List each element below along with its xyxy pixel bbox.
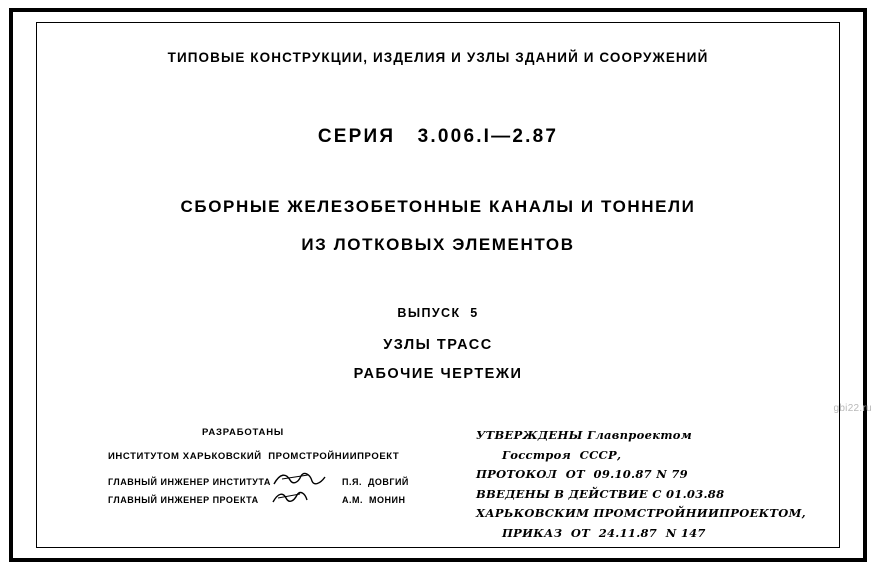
signature-row-chief-engineer-project <box>108 491 438 505</box>
issue-number: ВЫПУСК 5 <box>397 306 479 320</box>
page-content <box>36 22 840 548</box>
developers-heading: РАЗРАБОТАНЫ <box>202 427 284 438</box>
approval-line-5: ХАРЬКОВСКИМ ПРОМСТРОЙНИИПРОЕКТОМ, <box>476 506 806 520</box>
handwritten-signature-icon <box>270 489 340 505</box>
series-number: СЕРИЯ 3.006.I—2.87 <box>317 126 559 147</box>
document-title-line-1: СБОРНЫЕ ЖЕЛЕЗОБЕТОННЫЕ КАНАЛЫ И ТОННЕЛИ <box>180 197 696 216</box>
approval-block <box>476 426 806 543</box>
signature-scribble-1 <box>268 473 342 487</box>
approval-line-4: ВВЕДЕНЫ В ДЕЙСТВИЕ С 01.03.88 <box>476 486 725 501</box>
document-headline: ТИПОВЫЕ КОНСТРУКЦИИ, ИЗДЕЛИЯ И УЗЛЫ ЗДАНИЙ И СООРУЖЕНИЙ <box>167 50 709 65</box>
handwritten-signature-icon <box>270 471 340 487</box>
document-subtitle-1: УЗЛЫ ТРАСС <box>383 337 493 353</box>
role-label-chief-engineer-institute: ГЛАВНЫЙ ИНЖЕНЕР ИНСТИТУТА <box>108 477 271 487</box>
approval-line-1: УТВЕРЖДЕНЫ Главпроектом <box>476 428 692 442</box>
approval-line-2: Госстроя СССР, <box>502 447 622 462</box>
document-title-line-2: ИЗ ЛОТКОВЫХ ЭЛЕМЕНТОВ <box>301 235 575 254</box>
name-chief-engineer-institute: П.Я. ДОВГИЙ <box>342 477 409 487</box>
signature-scribble-2 <box>268 491 342 505</box>
developers-block <box>108 427 438 509</box>
watermark: gbi22.ru <box>833 403 872 414</box>
approval-line-3: ПРОТОКОЛ ОТ 09.10.87 N 79 <box>476 467 688 481</box>
approval-line-6: ПРИКАЗ ОТ 24.11.87 N 147 <box>502 525 706 540</box>
developers-institute: ИНСТИТУТОМ ХАРЬКОВСКИЙ ПРОМСТРОЙНИИПРОЕКТ <box>108 451 400 462</box>
role-label-chief-engineer-project: ГЛАВНЫЙ ИНЖЕНЕР ПРОЕКТА <box>108 495 259 505</box>
document-subtitle-2: РАБОЧИЕ ЧЕРТЕЖИ <box>353 366 523 382</box>
name-chief-engineer-project: А.М. МОНИН <box>342 495 406 505</box>
signature-row-chief-engineer-institute <box>108 473 438 487</box>
